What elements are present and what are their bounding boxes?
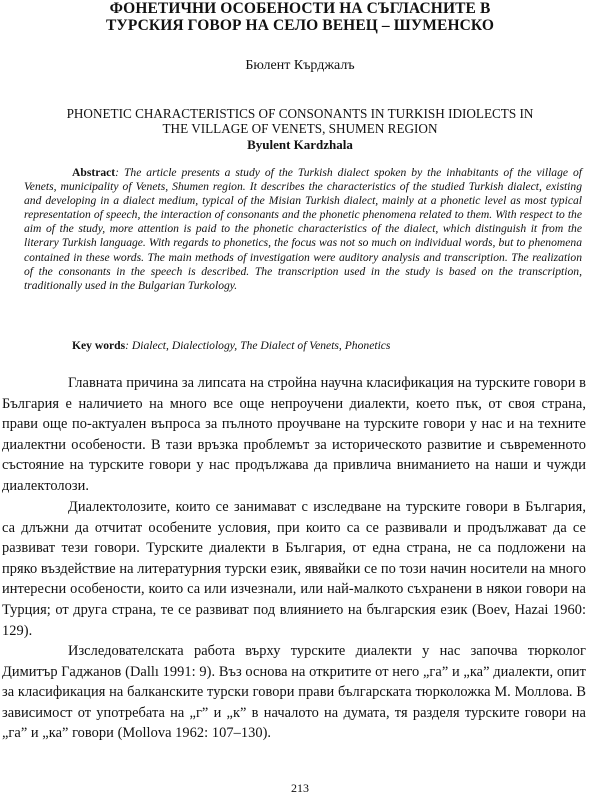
title-en-line-2: THE VILLAGE OF VENETS, SHUMEN REGION: [162, 121, 438, 136]
title-en-line-1: PHONETIC CHARACTERISTICS OF CONSONANTS IN TURKISH IDIOLECTS IN: [66, 106, 534, 121]
article-title-bulgarian: [40, 0, 560, 34]
author-name-bulgarian: Бюлент Кърджалъ: [245, 58, 355, 73]
title-bg-line-1: ФОНЕТИЧНИ ОСОБЕНОСТИ НА СЪГЛАСНИТЕ В: [109, 0, 491, 17]
body-paragraph-2: Диалектолозите, които се занимават с изследване на турските говори в България, са длъжни да отчитат особените условия, при които са се развивали и продължават да се развиват тези говори. Турските диалекти в България, от една страна, не са подложени на пряко въздействие на литературния турски език, явявайки се по този начин носители на много интересни особености, които са или изчезнали, или най-малкото съхранени в някои говори на Турция; от друга страна, те се развиват под влиянието на българския език (Boev, Hazai 1960: 129).: [2, 499, 586, 639]
keywords-text: : Dialect, Dialectiology, The Dialect of Venets, Phonetics: [125, 339, 391, 352]
body-paragraph-1: Главната причина за липсата на стройна научна класификация на турските говори в България е наличието на много все още непроучени диалекти, което пък, от своя страна, прави още по-актуален въпроса за пълното проучване на турските говори у нас и на техните диалектни особености. В тази връзка проблемът за историческото развитие и съвременното състояние на турските говори у нас продължава да привлича вниманието на наши и чужди диалектолози.: [2, 375, 586, 494]
abstract: [24, 166, 582, 293]
abstract-text: : The article presents a study of the Turkish dialect spoken by the inhabitants of the village of Venets, municipality of Venets, Shumen region. It describes the characteristics of the studied Turkish dialect, existing and developing in a dialect medium, typical of the Misian Turkish dialect, mainly at a phonetic level as most typical representation of speech, the interaction of consonants and the phonetic phenomena related to them. With respect to the aim of the study, more attention is paid to the phonetic characteristics of the dialect, which distinguish it from the literary Turkish language. With regards to phonetics, the focus was not so much on individual words, but to phenomena contained in these words. The main methods of investigation were auditory analysis and transcription. The realization of the consonants in the speech is described. The transcription used in the study is based on the transcription, traditionally used in the Bulgarian Turkology.: [24, 166, 582, 292]
keywords: [72, 339, 582, 353]
page-number: 213: [291, 781, 309, 795]
keywords-label: Key words: [72, 339, 126, 352]
body-paragraph-3: Изследователската работа върху турските диалекти у нас започва тюрколог Димитър Гаджанов (Dallı 1991: 9). Въз основа на откритите от него „га” и „ка” диалекти, опит за класификация на балканските турски говори прави българската тюрколожка М. Моллова. В зависимост от употребата на „г” и „к” в началото на думата, тя разделя турските говори на „га” и „ка” говори (Mollova 1962: 107–130).: [2, 643, 586, 742]
abstract-label: Abstract: [72, 166, 116, 179]
article-title-english: [12, 106, 588, 136]
title-bg-line-2: ТУРСКИЯ ГОВОР НА СЕЛО ВЕНЕЦ – ШУМЕНСКО: [105, 17, 495, 34]
author-name-english: Byulent Kardzhala: [247, 137, 353, 152]
